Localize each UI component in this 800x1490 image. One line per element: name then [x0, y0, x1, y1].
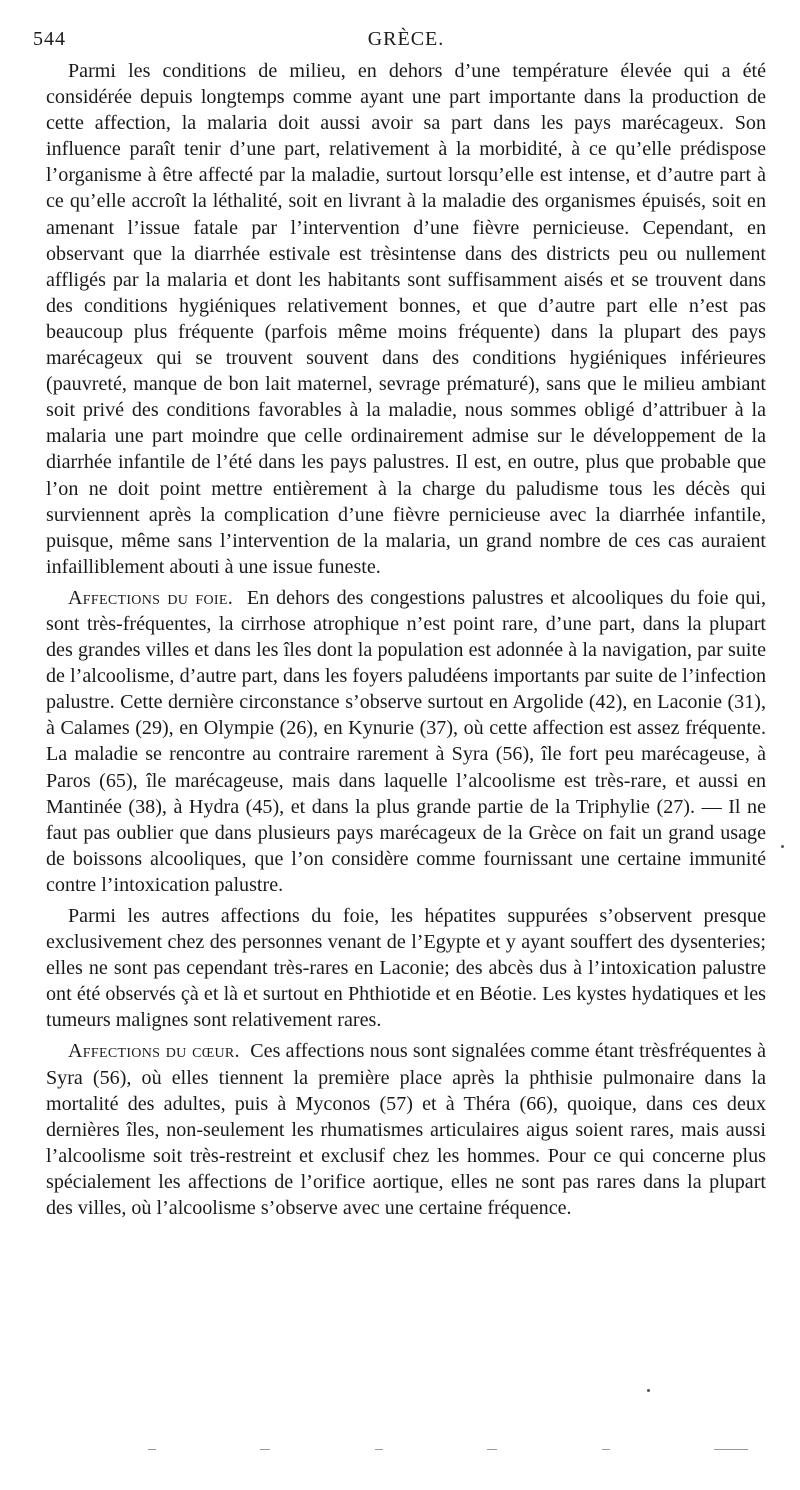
paragraph-autres-affections-foie	[46, 903, 766, 1033]
paragraph-malaria	[46, 58, 766, 580]
paragraph-text: En dehors des congestions palustres et alcooliques du foie qui, sont très-fréquentes, la cirrhose atrophique n’est point rare, d’une part, dans la plupart des grandes villes et dans les îles dont la population est adonnée à la navigation, par suite de l’alcoolisme, d’autre part, dans les foyers paludéens importants par suite de l’infection palustre. Cette dernière circonstance s’observe surtout en Argolide (42), en Laconie (31), à Calames (29), en Olympie (26), en Kynurie (37), où cette affection est assez fréquente. La maladie se rencontre au contraire rarement à Syra (56), île fort peu marécageuse, à Paros (65), île marécageuse, mais dans laquelle l’alcoolisme est très-rare, et aussi en Mantinée (38), à Hydra (45), et dans la plus grande partie de la Triphylie (27). — Il ne faut pas oublier que dans plusieurs pays marécageux de la Grèce on fait un grand usage de boissons alcooliques, que l’on considère comme fournissant une certaine immunité contre l’intoxication palustre.	[46, 586, 767, 896]
paper-speck	[781, 845, 784, 848]
page-number: 544	[33, 28, 66, 50]
section-heading-coeur: Affections du cœur.	[68, 1040, 240, 1063]
footer-rule	[148, 1446, 748, 1452]
book-page	[33, 28, 767, 1226]
footer-dash	[602, 1449, 610, 1450]
footer-dash	[260, 1449, 270, 1450]
paragraph-text: Ces affections nous sont signalées comme étant trèsfréquentes à Syra (56), où elles tiennent la première place après la phthisie pulmonaire dans la mortalité des adultes, puis à Myconos (57) et à Théra (66), quoique, dans ces deux dernières îles, non-seulement les rhumatismes articulaires aigus soient rares, mais aussi l’alcoolisme soit très-restreint et exclusif chez les hommes. Pour ce qui concerne plus spécialement les affections de l’orifice aortique, elles ne sont pas rares dans la plupart des villes, où l’alcoolisme s’observe avec une certaine fréquence.	[46, 1040, 766, 1220]
section-heading-foie: Affections du foie.	[68, 586, 234, 609]
paper-speck	[647, 1389, 650, 1392]
footer-dash	[148, 1449, 156, 1450]
body-text	[46, 58, 766, 1221]
running-title: GRÈCE.	[367, 28, 445, 50]
page-header	[33, 28, 766, 58]
paragraph-affections-du-foie	[46, 585, 766, 898]
footer-dash	[714, 1449, 748, 1450]
paragraph-text: Parmi les autres affections du foie, les hépatites suppurées s’observent presque exclusivement chez des personnes venant de l’Egypte et y ayant souffert des dysenteries; elles ne sont pas cependant très-rares en Laconie; des abcès dus à l’intoxication palustre ont été observés çà et là et surtout en Phthiotide et en Béotie. Les kystes hydatiques et les tumeurs malignes sont relativement rares.	[46, 905, 766, 1032]
footer-dash	[375, 1449, 383, 1450]
paragraph-affections-du-coeur	[46, 1038, 766, 1221]
paragraph-text: Parmi les conditions de milieu, en dehors d’une température élevée qui a été considérée depuis longtemps comme ayant une part importante dans la production de cette affection, la malaria doit aussi avoir sa part dans les pays marécageux. Son influence paraît tenir d’une part, relativement à la morbidité, à ce qu’elle prédispose l’organisme à être affecté par la maladie, surtout lorsqu’elle est intense, et d’autre part à ce qu’elle accroît la léthalité, soit en livrant à la maladie des organismes épuisés, soit en amenant l’issue fatale par l’intervention d’une fièvre pernicieuse. Cependant, en observant que la diarrhée estivale est trèsintense dans des districts peu ou nullement affligés par la malaria et dont les habitants sont suffisamment aisés et se trouvent dans des conditions hygiéniques relativement bonnes, et que d’autre part elle n’est pas beaucoup plus fréquente (parfois même moins fréquente) dans la plupart des pays marécageux qui se trouvent souvent dans des conditions hygiéniques inférieures (pauvreté, manque de bon lait maternel, sevrage prématuré), sans que le milieu ambiant soit privé des conditions favorables à la maladie, nous sommes obligé d’attribuer à la malaria une part moindre que celle ordinairement admise sur le développement de la diarrhée infantile de l’été dans les pays palustres. Il est, en outre, plus que probable que l’on ne doit point mettre entièrement à la charge du paludisme tous les décès qui surviennent après la complication d’une fièvre pernicieuse avec la diarrhée infantile, puisque, même sans l’intervention de la malaria, un grand nombre de ces cas auraient infailliblement abouti à une issue funeste.	[46, 60, 766, 578]
footer-dash	[487, 1449, 497, 1450]
